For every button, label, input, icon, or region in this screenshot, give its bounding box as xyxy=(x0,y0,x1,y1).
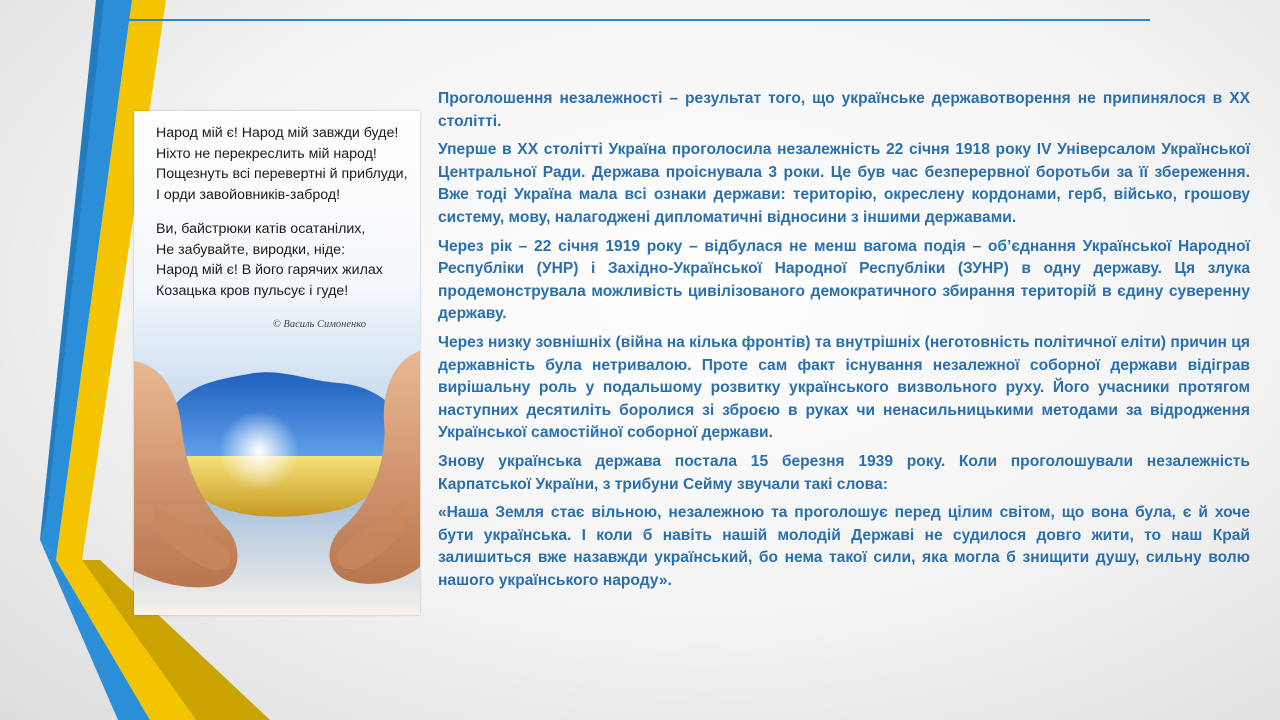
poem-text xyxy=(156,123,410,336)
poem-line: І орди завойовників-заброд! xyxy=(156,186,341,203)
poem-line: Ніхто не перекреслить мій народ! xyxy=(156,145,377,162)
paragraph-1: Проголошення незалежності – результат того, що українське державотворення не припинялося в XX столітті. xyxy=(438,90,1250,130)
paragraph-3: Через рік – 22 січня 1919 року – відбулася не менш вагома подія – об’єднання Української Народної Республіки (УНР) і Західно-Української Народної Республіки (ЗУНР) в одну державу. Ця злука продемонструвала можливість цивілізованого демократичного збирання територій в єдину суверенну державу. xyxy=(438,237,1250,323)
top-rule xyxy=(128,19,1150,21)
poem-image xyxy=(134,111,420,615)
poem-line: Козацька кров пульсує і гуде! xyxy=(156,282,349,299)
poem-line: Ви, байстрюки катів осатанілих, xyxy=(156,221,366,237)
poem-line: Не забувайте, виродки, ніде: xyxy=(156,241,346,258)
sun-glow xyxy=(219,411,299,491)
poem-line: Пощезнуть всі перевертні й приблуди, xyxy=(156,166,408,182)
poem-line: Народ мій є! В його гарячих жилах xyxy=(156,262,383,278)
poem-author: © Василь Симоненко xyxy=(272,319,366,330)
paragraph-2: Уперше в XX столітті Україна проголосила незалежність 22 січня 1918 року IV Універсалом Української Центральної Ради. Держава проіснувала 3 роки. Це був час безперервної боротьби за її збереження. Вже тоді Україна мала всі ознаки держави: територію, окреслену кордонами, герб, військо, грошову систему, мову, налагоджені дипломатичні відносини з іншими державами. xyxy=(438,141,1250,226)
poem-line: Народ мій є! Народ мій завжди буде! xyxy=(156,125,399,141)
paragraph-5: Знову українська держава постала 15 березня 1939 року. Коли проголошували незалежність Карпатської України, з трибуни Сейму звучали такі слова: xyxy=(438,452,1250,493)
poem-stanza-2 xyxy=(156,219,410,301)
slide-text xyxy=(438,88,1250,598)
paragraph-6: «Наша Земля стає вільною, незалежною та проголошує перед цілим світом, що вона була, є й хоче бути українська. І коли б навіть нашій молодій Державі не судилося довго жити, то наш Край залишиться вже назавжди український, бо нема такої сили, яка могла б знищити душу, сильну волю нашого українського народу». xyxy=(438,504,1250,589)
poem-stanza-1 xyxy=(156,123,410,205)
paragraph-4: Через низку зовнішніх (війна на кілька фронтів) та внутрішніх (неготовність політичної еліти) причин ця державність була нетривалою. Проте сам факт існування незалежної соборної держави відіграв вирішальну роль у подальшому розвитку українського визвольного руху. Його учасники протягом наступних десятиліть боролися зі зброєю в руках чи ненасильницькими методами за відродження Української самостійної соборної держави. xyxy=(438,333,1250,442)
